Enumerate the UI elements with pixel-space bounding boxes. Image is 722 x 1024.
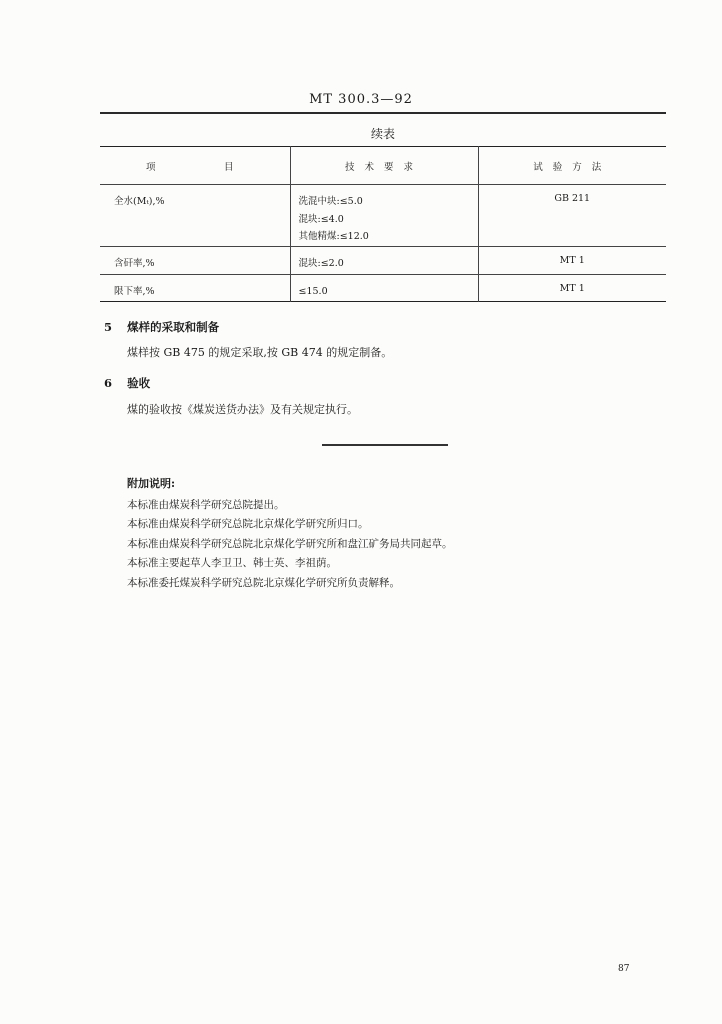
section-body-5: 煤样按 GB 475 的规定采取,按 GB 474 的规定制备。 — [127, 346, 393, 359]
end-separator — [322, 444, 448, 446]
section-title: 煤样的采取和制备 — [127, 320, 220, 334]
row-method: MT 1 — [478, 246, 666, 274]
note-line: 本标准委托煤炭科学研究总院北京煤化学研究所负责解释。 — [127, 577, 400, 589]
row-requirements — [290, 246, 478, 274]
row-item: 限下率,% — [100, 274, 290, 301]
header-rule — [100, 112, 666, 114]
section-heading-5 — [104, 316, 219, 335]
section-body-6: 煤的验收按《煤炭送货办法》及有关规定执行。 — [127, 403, 358, 416]
row-method: MT 1 — [478, 274, 666, 301]
note-line: 本标准主要起草人李卫卫、韩士英、李祖荫。 — [127, 557, 337, 569]
requirements-table — [100, 146, 666, 302]
notes-title: 附加说明: — [127, 477, 176, 490]
table-row — [100, 246, 666, 274]
requirement-line: 混块:≤2.0 — [298, 257, 344, 269]
requirement-line: 洗混中块:≤5.0 — [298, 196, 363, 207]
requirement-line: ≤15.0 — [298, 285, 328, 297]
document-code: MT 300.3—92 — [309, 92, 413, 107]
row-method: GB 211 — [478, 185, 666, 247]
section-title: 验收 — [127, 376, 151, 390]
row-requirements — [290, 274, 478, 301]
table-row — [100, 274, 666, 301]
row-item: 全水(Mₜ),% — [100, 185, 290, 247]
column-header-method: 试验方法 — [478, 147, 666, 185]
table-row — [100, 185, 666, 247]
note-line: 本标准由煤炭科学研究总院北京煤化学研究所归口。 — [127, 518, 369, 530]
section-heading-6 — [104, 372, 150, 391]
table-caption: 续表 — [370, 127, 395, 141]
section-number: 5 — [104, 320, 113, 334]
requirement-line: 其他精煤:≤12.0 — [298, 231, 369, 242]
note-line: 本标准由煤炭科学研究总院提出。 — [127, 499, 285, 511]
row-item: 含矸率,% — [100, 246, 290, 274]
row-requirements — [290, 185, 478, 247]
column-header-item: 项 目 — [100, 147, 290, 185]
column-header-requirements: 技术要求 — [290, 147, 478, 185]
table-header-row — [100, 147, 666, 185]
note-line: 本标准由煤炭科学研究总院北京煤化学研究所和盘江矿务局共同起草。 — [127, 538, 453, 550]
requirement-line: 混块:≤4.0 — [298, 213, 344, 225]
page-number: 87 — [618, 964, 630, 974]
section-number: 6 — [104, 376, 113, 390]
